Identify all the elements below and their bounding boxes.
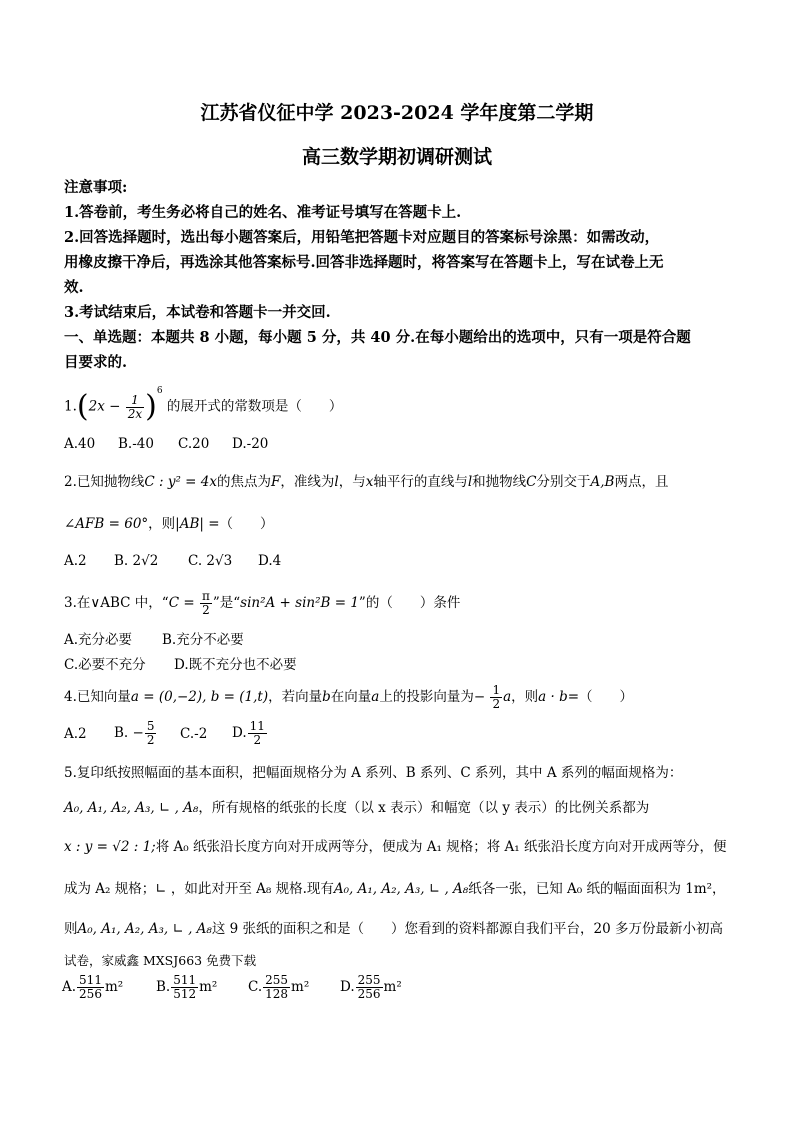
question-2-options <box>64 553 281 569</box>
question-5-line3: x : y = √2 : 1;将 A₀ 纸张沿长度方向对开成两等分，便成为 A₁ 规格；将 A₁ 纸张沿长度方向对开成两等分，便 <box>64 839 727 855</box>
notes-heading: 注意事项: <box>64 179 128 196</box>
q1-option-a: A.40 <box>64 436 96 452</box>
q3-option-c: C.必要不充分 <box>64 657 146 673</box>
question-1: 1.(2x − $\frac{1}{2x}$ )$^6$ 的展开式的常数项是（ ） <box>64 386 343 424</box>
question-2-line1: 2.已知抛物线C : y² = 4x的焦点为F，准线为l，与x轴平行的直线与l和抛物线C分别交于A,B两点，且 <box>64 474 669 490</box>
q3-option-b: B.充分不必要 <box>162 632 244 648</box>
question-3: 3.在∨ABC 中，“C = $\frac{\pi}{2}$ ”是“sin²A + sin²B = 1”的（ ）条件 <box>64 589 461 617</box>
q2-option-d: D.4 <box>258 553 282 569</box>
q2-option-a: A.2 <box>64 553 87 569</box>
q4-option-a: A.2 <box>64 725 87 742</box>
note-2-line2: 用橡皮擦干净后，再选涂其他答案标号.回答非选择题时，将答案写在答题卡上，写在试卷上无 <box>64 254 664 271</box>
exam-title: 江苏省仪征中学 2023-2024 学年度第二学期 <box>200 102 594 124</box>
question-5-line1: 5.复印纸按照幅面的基本面积，把幅面规格分为 A 系列、B 系列、C 系列，其中 A 系列的幅面规格为： <box>64 765 683 781</box>
q3-option-d: D.既不充分也不必要 <box>174 657 297 673</box>
question-5-line5: 则A₀, A₁, A₂, A₃, ∟ , A₈这 9 张纸的面积之和是（ ）您看到的资料都源自我们平台，20 多万份最新小初高 <box>64 921 723 937</box>
q2-option-c: C. 2√3 <box>188 553 233 569</box>
section-heading-line2: 目要求的. <box>64 354 128 371</box>
note-2-line3: 效. <box>64 279 84 296</box>
note-1: 1.答卷前，考生务必将自己的姓名、准考证号填写在答题卡上. <box>64 204 462 221</box>
q1-option-d: D.-20 <box>232 436 269 452</box>
q4-option-d: D. $\frac{11}{2}$ <box>232 719 265 747</box>
q5-option-a: A. $\frac{511}{256}$ m² <box>62 973 124 1001</box>
q5-option-c: C. $\frac{255}{128}$ m² <box>248 973 310 1001</box>
question-1-options <box>64 436 268 452</box>
q4-option-b: B. − $\frac{5}{2}$ <box>114 719 155 747</box>
note-2-line1: 2.回答选择题时，选出每小题答案后，用铅笔把答题卡对应题目的答案标号涂黑：如需改动， <box>64 229 660 246</box>
question-4-options <box>64 720 268 747</box>
q1-option-c: C.20 <box>178 436 210 452</box>
question-5-line4: 成为 A₂ 规格；∟ ，如此对开至 A₈ 规格.现有A₀, A₁, A₂, A₃, ∟ , A₈纸各一张，已知 A₀ 纸的幅面面积为 1m²， <box>64 881 726 897</box>
q3-option-a: A.充分必要 <box>64 632 133 648</box>
q5-option-b: B. $\frac{511}{512}$ m² <box>156 973 218 1001</box>
question-3-options-row2 <box>64 653 297 673</box>
note-3: 3.考试结束后，本试卷和答题卡一并交回. <box>64 304 331 321</box>
question-5-line2: A₀, A₁, A₂, A₃, ∟ , A₈，所有规格的纸张的长度（以 x 表示）和幅宽（以 y 表示）的比例关系都为 <box>64 800 650 816</box>
watermark-line: 试卷，家威鑫 MXSJ663 免费下载 <box>64 953 257 968</box>
question-2-line2: ∠AFB = 60°，则|AB| =（ ） <box>64 516 274 532</box>
exam-subtitle: 高三数学期初调研测试 <box>301 146 492 168</box>
question-5-options <box>62 974 402 1001</box>
q1-option-b: B.-40 <box>118 436 154 452</box>
q4-option-c: C.-2 <box>180 725 208 742</box>
q5-option-d: D. $\frac{255}{256}$ m² <box>340 973 402 1001</box>
section-heading-line1: 一、单选题：本题共 8 小题，每小题 5 分，共 40 分.在每小题给出的选项中，只有一项是符合题 <box>64 329 691 346</box>
question-4: 4.已知向量a = (0,−2), b = (1,t)，若向量b在向量a上的投影向量为− $\frac{1}{2}$ a，则a · b=（ ） <box>64 683 634 711</box>
q2-option-b: B. 2√2 <box>114 553 159 569</box>
question-3-options-row1 <box>64 628 244 648</box>
